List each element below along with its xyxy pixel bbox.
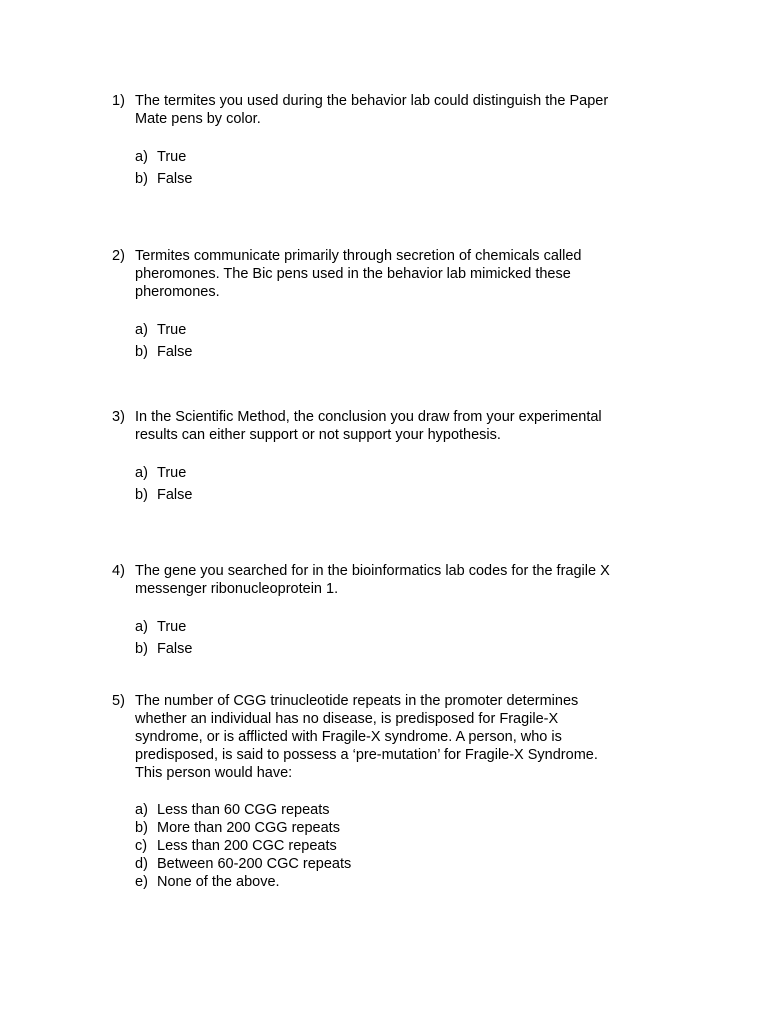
answer-option-b[interactable] (135, 169, 642, 191)
question-text (135, 408, 642, 444)
answer-option-b[interactable] (135, 639, 642, 661)
answer-option-a[interactable] (135, 617, 642, 639)
option-text: True (157, 149, 187, 165)
question-5 (112, 692, 642, 891)
option-letter: e) (135, 874, 148, 890)
option-letter: c) (135, 838, 148, 854)
answer-option-c[interactable] (135, 837, 642, 855)
answer-options (135, 617, 642, 660)
option-letter: b) (135, 640, 148, 657)
answer-option-a[interactable] (135, 463, 642, 485)
answer-option-b[interactable] (135, 485, 642, 507)
question-line: pheromones. The Bic pens used in the behavior lab mimicked these (135, 266, 571, 282)
answer-option-a[interactable] (135, 320, 642, 342)
question-line: The termites you used during the behavior lab could distinguish the Paper (135, 93, 609, 109)
question-line: predisposed, is said to possess a ‘pre-mutation’ for Fragile-X Syndrome. (135, 747, 598, 763)
question-text (135, 562, 642, 598)
question-text (135, 92, 642, 128)
question-line: whether an individual has no disease, is predisposed for Fragile-X (135, 711, 559, 727)
option-letter: b) (135, 170, 148, 187)
question-line: This person would have: (135, 765, 293, 781)
answer-option-b[interactable] (135, 342, 642, 364)
option-letter: b) (135, 343, 148, 360)
option-letter: d) (135, 856, 148, 872)
answer-option-a[interactable] (135, 147, 642, 169)
question-text (135, 692, 642, 782)
option-letter: b) (135, 486, 148, 503)
answer-option-a[interactable] (135, 801, 642, 819)
option-letter: a) (135, 465, 148, 481)
option-text: True (157, 322, 187, 338)
question-number: 5) (112, 693, 125, 709)
question-line: In the Scientific Method, the conclusion you draw from your experimental (135, 409, 602, 425)
option-text: True (157, 465, 187, 481)
question-line: Termites communicate primarily through secretion of chemicals called (135, 248, 582, 264)
answer-option-b[interactable] (135, 819, 642, 837)
question-2 (112, 247, 642, 363)
answer-option-e[interactable] (135, 873, 642, 891)
question-number: 3) (112, 409, 125, 425)
option-text: False (157, 640, 193, 657)
option-text: Between 60-200 CGC repeats (157, 856, 352, 872)
option-text: More than 200 CGG repeats (157, 820, 340, 836)
question-1 (112, 92, 642, 190)
option-letter: a) (135, 322, 148, 338)
answer-option-d[interactable] (135, 855, 642, 873)
question-number: 2) (112, 248, 125, 264)
option-text: False (157, 170, 193, 187)
question-line: Mate pens by color. (135, 111, 261, 127)
option-letter: b) (135, 820, 148, 836)
option-letter: a) (135, 802, 148, 818)
question-line: pheromones. (135, 284, 220, 300)
answer-options (135, 147, 642, 190)
answer-options (135, 463, 642, 506)
option-letter: a) (135, 619, 148, 635)
question-4 (112, 562, 642, 660)
option-text: False (157, 486, 193, 503)
option-text: Less than 200 CGC repeats (157, 838, 337, 854)
question-number: 1) (112, 93, 125, 109)
option-text: None of the above. (157, 874, 280, 890)
answer-options (135, 320, 642, 363)
question-line: syndrome, or is afflicted with Fragile-X syndrome. A person, who is (135, 729, 562, 745)
option-text: True (157, 619, 187, 635)
option-text: False (157, 343, 193, 360)
option-text: Less than 60 CGG repeats (157, 802, 330, 818)
question-line: The gene you searched for in the bioinformatics lab codes for the fragile X (135, 563, 610, 579)
question-line: messenger ribonucleoprotein 1. (135, 581, 339, 597)
question-number: 4) (112, 563, 125, 579)
question-line: results can either support or not support your hypothesis. (135, 427, 501, 443)
question-3 (112, 408, 642, 506)
answer-options (135, 801, 642, 891)
option-letter: a) (135, 149, 148, 165)
question-text (135, 247, 642, 301)
question-line: The number of CGG trinucleotide repeats in the promoter determines (135, 693, 579, 709)
